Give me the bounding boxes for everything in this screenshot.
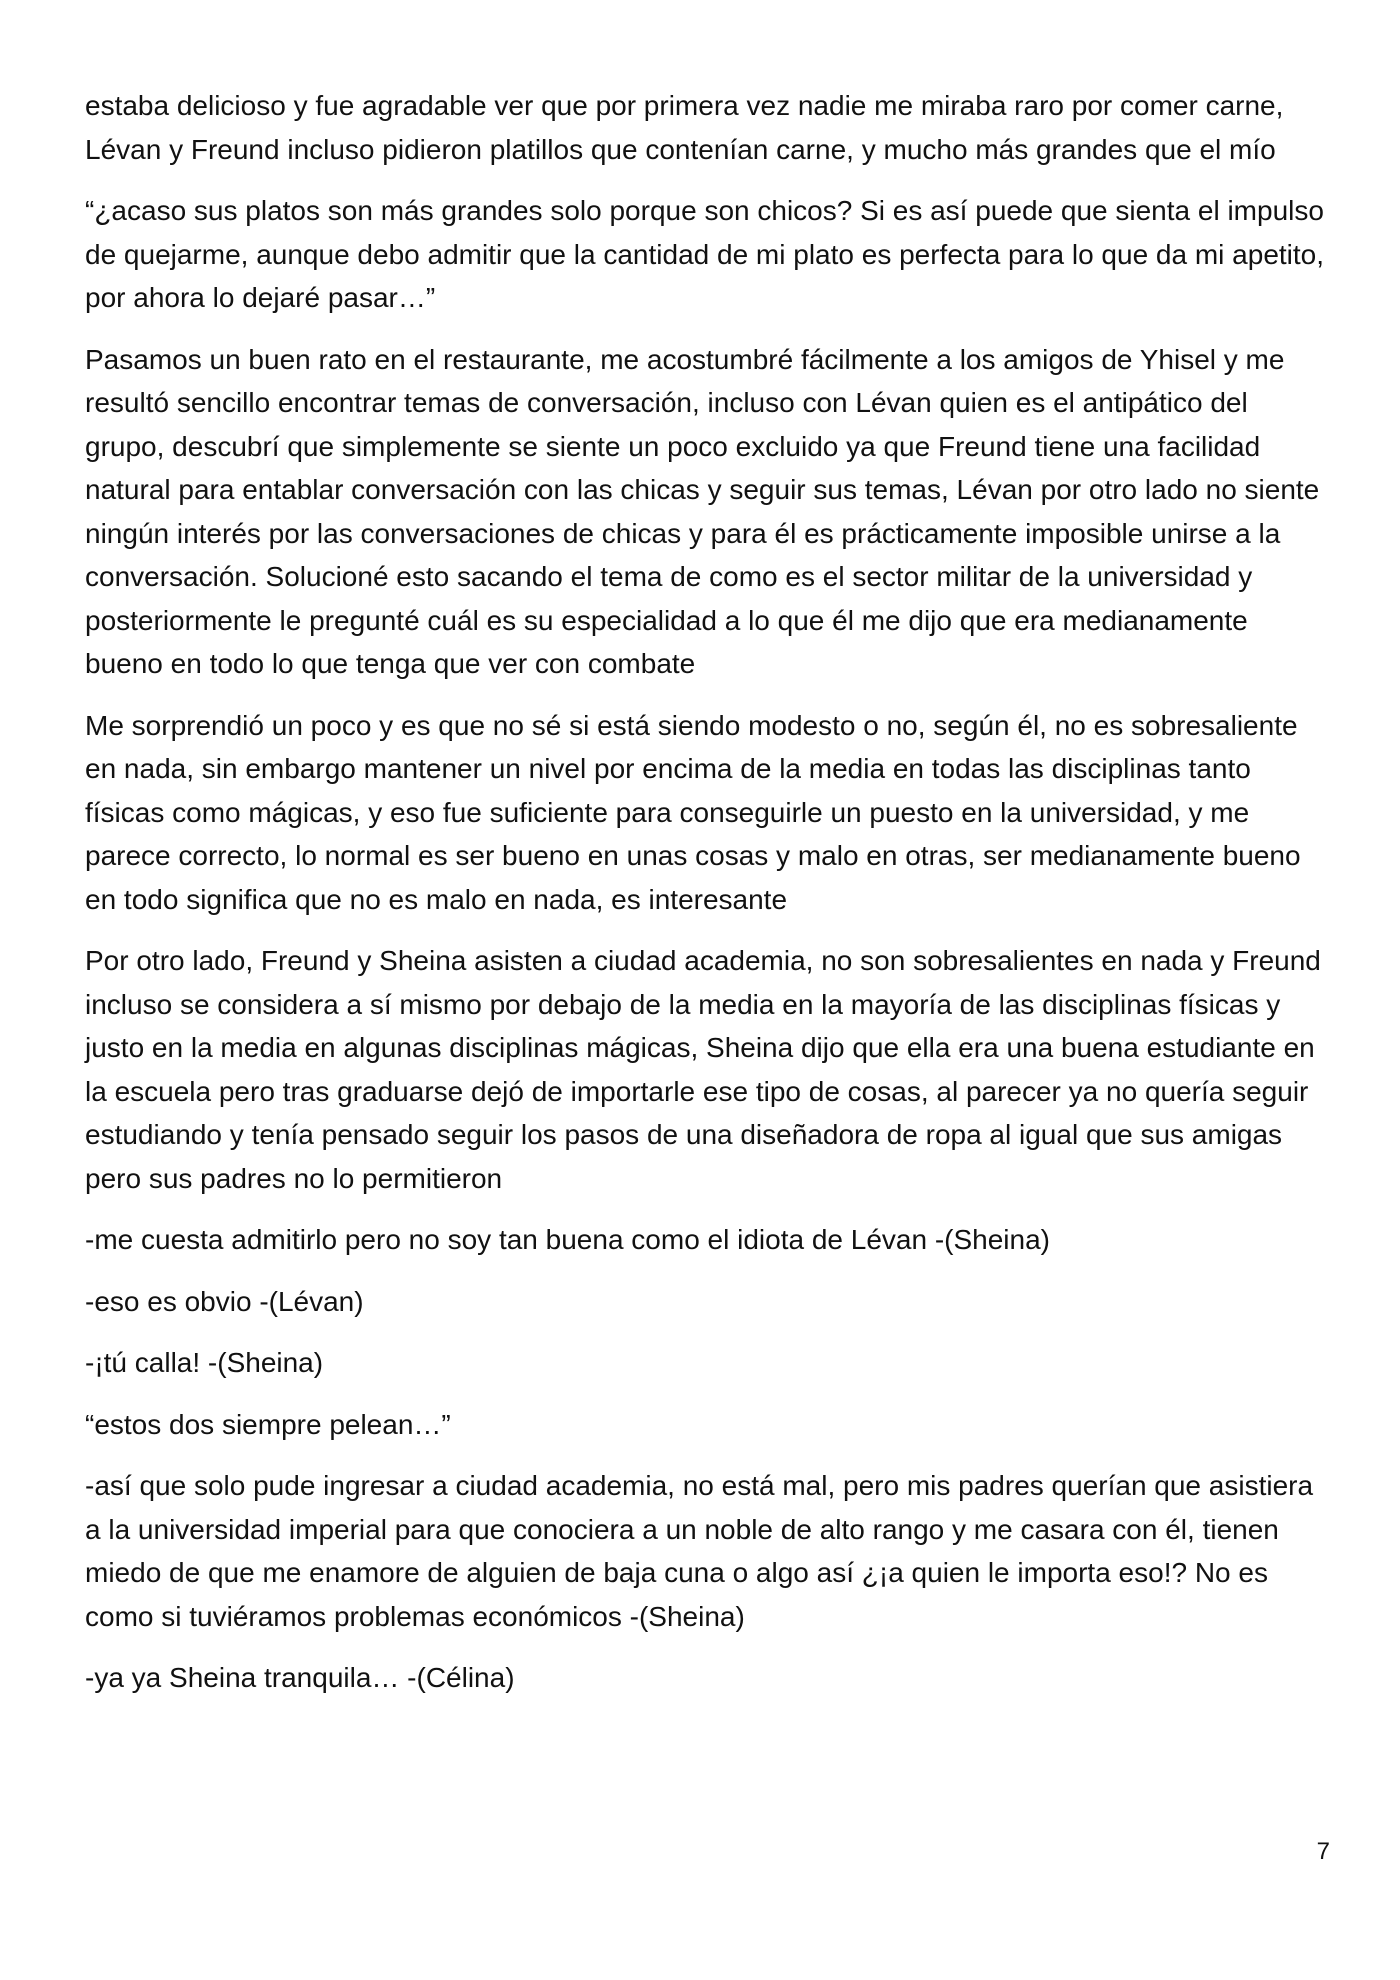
paragraph-4: Me sorprendió un poco y es que no sé si está siendo modesto o no, según él, no es sobresaliente en nada, sin embargo mantener un nivel por encima de la media en todas las disciplinas tanto físicas como mágicas, y eso fue suficiente para conseguirle un puesto en la universidad, y me parece correcto, lo normal es ser bueno en unas cosas y malo en otras, ser medianamente bueno en todo significa que no es malo en nada, es interesante — [85, 709, 1301, 915]
paragraph-2: “¿acaso sus platos son más grandes solo porque son chicos? Si es así puede que sienta el impulso de quejarme, aunque debo admitir que la cantidad de mi plato es perfecta para lo que da mi apetito, por ahora lo dejaré pasar…” — [85, 195, 1325, 313]
paragraph-5: Por otro lado, Freund y Sheina asisten a ciudad academia, no son sobresalientes en nada y Freund incluso se considera a sí mismo por debajo de la media en la mayoría de las disciplinas físicas y justo en la media en algunas disciplinas mágicas, Sheina dijo que ella era una buena estudiante en la escuela pero tras graduarse dejó de importarle ese tipo de cosas, al parecer ya no quería seguir estudiando y tenía pensado seguir los pasos de una diseñadora de ropa al igual que sus amigas pero sus padres no lo permitieron — [85, 945, 1321, 1194]
paragraph-1: estaba delicioso y fue agradable ver que por primera vez nadie me miraba raro por comer carne, Lévan y Freund incluso pidieron platillos que contenían carne, y mucho más grandes que el mío — [85, 90, 1284, 165]
page-body-text — [85, 84, 1325, 1718]
dialogue-line-1: -me cuesta admitirlo pero no soy tan buena como el idiota de Lévan -(Sheina) — [85, 1224, 1050, 1255]
thought-line: “estos dos siempre pelean…” — [85, 1408, 451, 1440]
dialogue-line-3: -¡tú calla! -(Sheina) — [85, 1347, 324, 1378]
dialogue-line-2: -eso es obvio -(Lévan) — [85, 1285, 364, 1317]
dialogue-line-4: -así que solo pude ingresar a ciudad academia, no está mal, pero mis padres querían que asistiera a la universidad imperial para que conociera a un noble de alto rango y me casara con él, tienen miedo de que me enamore de alguien de baja cuna o algo así ¿¡a quien le importa eso!? No es como si tuviéramos problemas económicos -(Sheina) — [85, 1470, 1314, 1632]
paragraph-3: Pasamos un buen rato en el restaurante, me acostumbré fácilmente a los amigos de Yhisel y me resultó sencillo encontrar temas de conversación, incluso con Lévan quien es el antipático del grupo, descubrí que simplemente se siente un poco excluido ya que Freund tiene una facilidad natural para entablar conversación con las chicas y seguir sus temas, Lévan por otro lado no siente ningún interés por las conversaciones de chicas y para él es prácticamente imposible unirse a la conversación. Solucioné esto sacando el tema de como es el sector militar de la universidad y posteriormente le pregunté cuál es su especialidad a lo que él me dijo que era medianamente bueno en todo lo que tenga que ver con combate — [85, 343, 1320, 679]
page-number: 7 — [1316, 1838, 1330, 1865]
dialogue-line-5: -ya ya Sheina tranquila… -(Célina) — [85, 1662, 515, 1693]
